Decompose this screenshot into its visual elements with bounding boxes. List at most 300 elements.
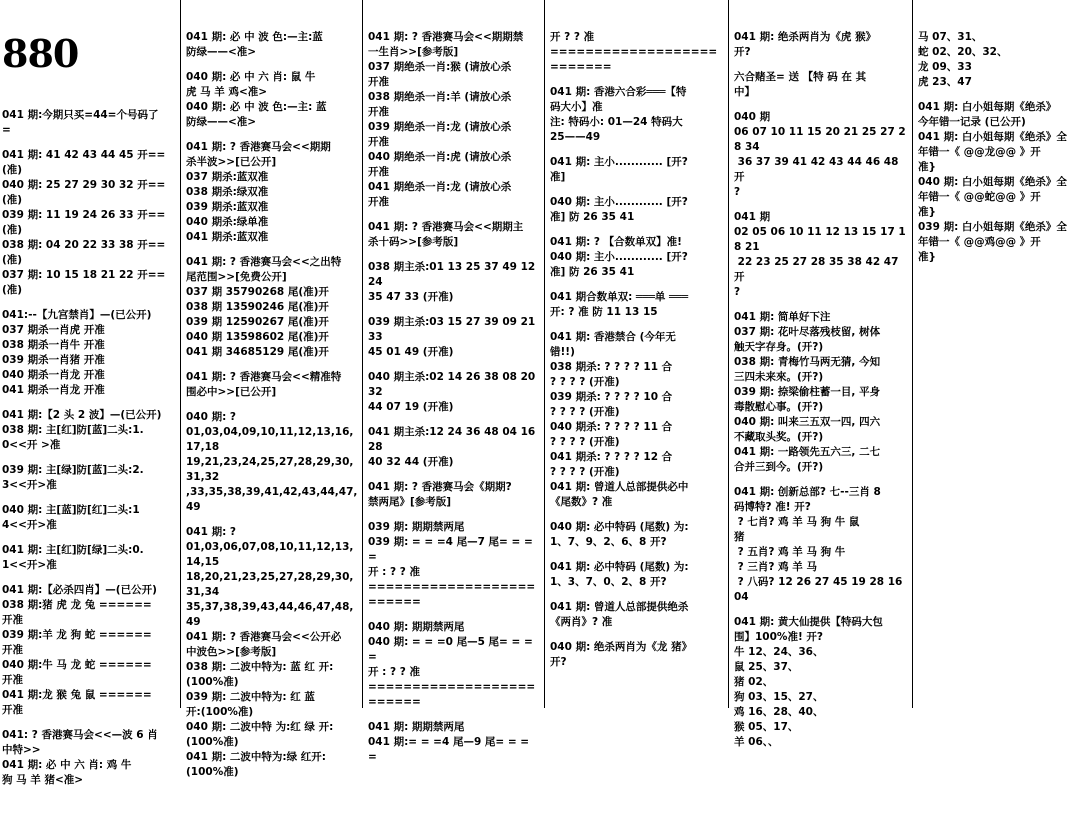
block-gap bbox=[2, 533, 174, 543]
text-line: 041 期: 二波中特为:绿 红开: bbox=[186, 751, 326, 763]
text-line: 准} bbox=[918, 251, 936, 263]
text-line: 038 期: 04 20 22 33 38 开==(准) bbox=[2, 239, 166, 266]
text-line: 041 期: 期期禁两尾 bbox=[368, 721, 465, 733]
text-line: 040 期: 主[蓝]防[红]二头:1 bbox=[2, 504, 140, 516]
text-line: 041 期: 绝杀两肖为《虎 猴》 bbox=[734, 31, 877, 43]
text-line: 038 期绝杀一肖:羊 (请放心杀 bbox=[368, 91, 512, 103]
block-gap bbox=[368, 710, 540, 720]
text-line: 037 期杀:蓝双准 bbox=[186, 171, 269, 183]
column-6-body bbox=[918, 30, 1078, 265]
text-block bbox=[734, 210, 906, 300]
text-line: 开准 bbox=[368, 106, 389, 118]
column-2-body bbox=[186, 30, 358, 780]
text-line: 039 期: 11 19 24 26 33 开==(准) bbox=[2, 209, 166, 236]
text-line: ========================== bbox=[550, 46, 718, 73]
text-block bbox=[550, 560, 722, 590]
text-line: 040 期: ? bbox=[186, 411, 237, 423]
text-block bbox=[368, 480, 540, 510]
block-gap bbox=[550, 550, 722, 560]
text-line: 中】 bbox=[734, 86, 755, 98]
text-line: 一生肖>>[参考版] bbox=[368, 46, 459, 58]
block-gap bbox=[734, 100, 906, 110]
block-gap bbox=[550, 75, 722, 85]
text-line: 038 期:猪 虎 龙 兔 ====== bbox=[2, 599, 152, 611]
text-line: 037 期: 花叶尽落残枝留, 树体 bbox=[734, 326, 881, 338]
text-line: 040 期: 白小姐每期《绝杀》全 bbox=[918, 176, 1067, 188]
text-line: 039 期:羊 龙 狗 蛇 ====== bbox=[2, 629, 152, 641]
text-line: 码大小】准 bbox=[550, 101, 603, 113]
text-line: (100%准) bbox=[186, 736, 239, 748]
text-line: 041 期: ? bbox=[186, 526, 237, 538]
text-line: 041 期:= = =4 尾—9 尾= = = = bbox=[368, 736, 533, 763]
text-line: 龙 09、33 bbox=[918, 61, 972, 73]
text-line: 040 期: 主小............ [开? bbox=[550, 251, 688, 263]
text-line: 040 期 13598602 尾(准)开 bbox=[186, 331, 329, 343]
block-gap bbox=[368, 360, 540, 370]
text-line: 039 期: 捺梁偷柱蓄一目, 平身 bbox=[734, 386, 881, 398]
text-line: 041 期: 创新总部? 七--三肖 8 bbox=[734, 486, 881, 498]
block-gap bbox=[550, 225, 722, 235]
text-line: 40 32 44 (开准) bbox=[368, 456, 454, 468]
text-line: 码博特? 准! 开? bbox=[734, 501, 811, 513]
text-block bbox=[2, 308, 174, 398]
text-block bbox=[186, 525, 358, 780]
text-line: ? bbox=[734, 186, 741, 198]
text-line: 开? bbox=[734, 46, 751, 58]
text-line: 038 期主杀:01 13 25 37 49 12 24 bbox=[368, 261, 539, 288]
text-line: 中特>> bbox=[2, 744, 41, 756]
text-line: 19,21,23,24,25,27,28,29,30,31,32 bbox=[186, 456, 354, 483]
text-line: 040 期: 必中特码 (尾数) 为: bbox=[550, 521, 689, 533]
text-line: 041 期: 香港六合彩═══【特 bbox=[550, 86, 687, 98]
text-block bbox=[186, 30, 358, 60]
text-line: 041 期: 香港禁合 (今年无 bbox=[550, 331, 676, 343]
text-line: 开准 bbox=[368, 166, 389, 178]
text-line: 041 期:龙 猴 兔 鼠 ====== bbox=[2, 689, 152, 701]
text-line: 年错一《 @@蛇@@ 》开 bbox=[918, 191, 1041, 203]
text-line: 041: ? 香港赛马会<<—波 6 肖 bbox=[2, 729, 158, 741]
text-line: ,33,35,38,39,41,42,43,44,47,49 bbox=[186, 486, 358, 513]
text-line: 040 期: = = =0 尾—5 尾= = = = bbox=[368, 636, 537, 663]
text-block bbox=[368, 315, 540, 360]
text-line: 039 期: 白小姐每期《绝杀》全 bbox=[918, 221, 1067, 233]
block-gap bbox=[550, 185, 722, 195]
text-line: 039 期: = = =4 尾—7 尾= = = = bbox=[368, 536, 537, 563]
text-line: ? ? ? ? (开准) bbox=[550, 376, 620, 388]
block-gap bbox=[368, 305, 540, 315]
block-gap bbox=[368, 210, 540, 220]
text-line: 开准 bbox=[2, 644, 23, 656]
text-line: = bbox=[2, 124, 11, 136]
block-gap bbox=[2, 398, 174, 408]
text-block bbox=[368, 370, 540, 415]
column-divider bbox=[362, 0, 363, 708]
text-line: 狗 03、15、27、 bbox=[734, 691, 824, 703]
text-line: 不藏取头奖。(开?) bbox=[734, 431, 824, 443]
text-line: 038 期: 二波中特为: 蓝 红 开: bbox=[186, 661, 334, 673]
text-line: 开准 bbox=[2, 614, 23, 626]
text-line: 猪 02、 bbox=[734, 676, 774, 688]
text-block bbox=[2, 408, 174, 453]
text-line: 准} bbox=[918, 206, 936, 218]
column-divider bbox=[912, 0, 913, 708]
text-block bbox=[550, 520, 722, 550]
text-block bbox=[2, 503, 174, 533]
text-line: 037 期杀一肖虎 开准 bbox=[2, 324, 105, 336]
block-gap bbox=[368, 610, 540, 620]
text-line: 04 bbox=[734, 591, 749, 603]
text-block bbox=[550, 640, 722, 670]
text-line: 041 期合数单双: ═══单 ═══ bbox=[550, 291, 689, 303]
text-line: 041 期主杀:12 24 36 48 04 16 28 bbox=[368, 426, 539, 453]
column-1-body bbox=[2, 108, 174, 788]
text-line: 041 期:【2 头 2 波】—(已公开) bbox=[2, 409, 162, 421]
text-line: 039 期: 二波中特为: 红 蓝 bbox=[186, 691, 315, 703]
text-line: 开 ? ? 准 bbox=[550, 31, 595, 43]
text-line: 开准 bbox=[2, 674, 23, 686]
text-block bbox=[186, 255, 358, 360]
block-gap bbox=[550, 630, 722, 640]
text-line: 040 期: 必 中 波 色:—主: 蓝 bbox=[186, 101, 327, 113]
text-line: 040 期杀一肖龙 开准 bbox=[2, 369, 105, 381]
text-line: 041 期: 简单好下注 bbox=[734, 311, 831, 323]
block-gap bbox=[2, 573, 174, 583]
text-line: 041 期: ? 香港赛马会<<期期 bbox=[186, 141, 331, 153]
text-line: 《两肖》? 准 bbox=[550, 616, 613, 628]
text-block bbox=[734, 485, 906, 605]
column-4 bbox=[550, 0, 722, 708]
text-line: 041 期: 白小姐每期《绝杀》全 bbox=[918, 131, 1067, 143]
text-line: 041 期: 必 中 六 肖: 鸡 牛 bbox=[2, 759, 132, 771]
text-line: 触天字存身。(开?) bbox=[734, 341, 824, 353]
text-line: 36 37 39 41 42 43 44 46 48 开 bbox=[734, 156, 903, 183]
text-block bbox=[368, 520, 540, 610]
text-line: 蛇 02、20、32、 bbox=[918, 46, 1008, 58]
text-line: 039 期: 期期禁两尾 bbox=[368, 521, 465, 533]
text-line: 围必中>>[已公开] bbox=[186, 386, 277, 398]
text-line: 041 期: ? 香港赛马会<<期期主 bbox=[368, 221, 524, 233]
text-line: 037 期 35790268 尾(准)开 bbox=[186, 286, 329, 298]
text-line: 041 期: 主[红]防[绿]二头:0. bbox=[2, 544, 144, 556]
text-line: 马 07、31、 bbox=[918, 31, 983, 43]
text-line: 041 期: 主小............ [开? bbox=[550, 156, 688, 168]
text-line: 040 期杀: ? ? ? ? 11 合 bbox=[550, 421, 673, 433]
text-line: 4<<开>准 bbox=[2, 519, 57, 531]
text-block bbox=[734, 110, 906, 200]
text-line: ? bbox=[734, 286, 741, 298]
text-line: ? ? ? ? (开准) bbox=[550, 406, 620, 418]
text-line: 041 期杀:蓝双准 bbox=[186, 231, 269, 243]
text-line: 错!!) bbox=[550, 346, 575, 358]
text-line: 038 期 13590246 尾(准)开 bbox=[186, 301, 329, 313]
text-line: 039 期主杀:03 15 27 39 09 21 33 bbox=[368, 316, 539, 343]
text-line: 040 期: 必 中 六 肖: 鼠 牛 bbox=[186, 71, 316, 83]
text-line: 041 期: 必 中 波 色:—主:蓝 bbox=[186, 31, 323, 43]
text-line: 3<<开>准 bbox=[2, 479, 57, 491]
text-line: 猴 05、17、 bbox=[734, 721, 799, 733]
text-line: 040 期: 期期禁两尾 bbox=[368, 621, 465, 633]
text-block bbox=[186, 70, 358, 130]
column-5 bbox=[734, 0, 906, 748]
text-block bbox=[368, 260, 540, 305]
text-line: 羊 06、、 bbox=[734, 736, 779, 748]
text-line: 杀十码>>[参考版] bbox=[368, 236, 459, 248]
text-line: ========================= bbox=[368, 681, 536, 708]
text-line: 038 期杀: ? ? ? ? 11 合 bbox=[550, 361, 673, 373]
text-line: 年错一《 @@鸡@@ 》开 bbox=[918, 236, 1041, 248]
text-line: 开 : ? ? 准 bbox=[368, 666, 421, 678]
text-line: ========================= bbox=[368, 581, 536, 608]
text-line: 040 期绝杀一肖:虎 (请放心杀 bbox=[368, 151, 512, 163]
text-line: 35,37,38,39,43,44,46,47,48,49 bbox=[186, 601, 354, 628]
text-line: 22 23 25 27 28 35 38 42 47 开 bbox=[734, 256, 903, 283]
text-line: 041 期: 必中特码 (尾数) 为: bbox=[550, 561, 689, 573]
text-line: 0<<开 >准 bbox=[2, 439, 61, 451]
text-line: 041 期 34685129 尾(准)开 bbox=[186, 346, 329, 358]
text-line: 041 期: ? 【合数单双】准! bbox=[550, 236, 682, 248]
text-line: ? 八码? 12 26 27 45 19 28 16 bbox=[734, 576, 903, 588]
text-line: 041 期:今期只买=44=个号码了 bbox=[2, 109, 159, 121]
block-gap bbox=[186, 130, 358, 140]
text-line: 040 期: 二波中特 为:红 绿 开: bbox=[186, 721, 334, 733]
block-gap bbox=[734, 200, 906, 210]
block-gap bbox=[368, 250, 540, 260]
text-line: 039 期杀:蓝双准 bbox=[186, 201, 269, 213]
text-block bbox=[368, 220, 540, 250]
text-block bbox=[368, 720, 540, 765]
text-line: 041 期: ? 香港赛马会<<之出特 bbox=[186, 256, 342, 268]
text-line: 45 01 49 (开准) bbox=[368, 346, 454, 358]
text-block bbox=[550, 155, 722, 185]
text-line: 开:(100%准) bbox=[186, 706, 254, 718]
text-line: 040 期:牛 马 龙 蛇 ====== bbox=[2, 659, 152, 671]
text-line: 中波色>>[参考版] bbox=[186, 646, 277, 658]
text-line: 开? bbox=[550, 656, 567, 668]
text-line: 18,20,21,23,25,27,28,29,30,31,34 bbox=[186, 571, 354, 598]
text-line: 041 期: 曾道人总部提供绝杀 bbox=[550, 601, 689, 613]
text-line: 准] bbox=[550, 171, 566, 183]
text-line: 年错一《 @@龙@@ 》开 bbox=[918, 146, 1041, 158]
block-gap bbox=[2, 453, 174, 463]
block-gap bbox=[186, 360, 358, 370]
text-line: 02 05 06 10 11 12 13 15 17 18 21 bbox=[734, 226, 906, 253]
text-line: 开准 bbox=[368, 76, 389, 88]
block-gap bbox=[550, 145, 722, 155]
text-line: 038 期: 青梅竹马两无猜, 今知 bbox=[734, 356, 881, 368]
text-line: 039 期杀一肖猪 开准 bbox=[2, 354, 105, 366]
block-gap bbox=[186, 60, 358, 70]
text-line: 狗 马 羊 猪<准> bbox=[2, 774, 84, 786]
column-1 bbox=[2, 0, 174, 786]
text-line: 1<<开>准 bbox=[2, 559, 57, 571]
block-gap bbox=[918, 90, 1078, 100]
text-block bbox=[550, 30, 722, 75]
text-line: 038 期杀:绿双准 bbox=[186, 186, 269, 198]
text-line: 041 期绝杀一肖:龙 (请放心杀 bbox=[368, 181, 512, 193]
text-line: 039 期杀: ? ? ? ? 10 合 bbox=[550, 391, 673, 403]
block-gap bbox=[734, 300, 906, 310]
text-block bbox=[734, 615, 906, 750]
text-line: 037 期绝杀一肖:猴 (请放心杀 bbox=[368, 61, 512, 73]
text-line: 注: 特码小: 01—24 特码大 bbox=[550, 116, 683, 128]
text-line: 虎 马 羊 鸡<准> bbox=[186, 86, 268, 98]
text-block bbox=[2, 148, 174, 298]
text-line: 041 期 bbox=[734, 211, 771, 223]
text-block bbox=[2, 108, 174, 138]
text-line: 06 07 10 11 15 20 21 25 27 28 34 bbox=[734, 126, 906, 153]
text-line: 开准 bbox=[368, 196, 389, 208]
text-block bbox=[368, 425, 540, 470]
block-gap bbox=[734, 605, 906, 615]
text-line: 040 期杀:绿单准 bbox=[186, 216, 269, 228]
text-line: 三四未来來。(开?) bbox=[734, 371, 824, 383]
block-gap bbox=[2, 298, 174, 308]
text-line: 猪 bbox=[734, 531, 745, 543]
text-line: 040 期主杀:02 14 26 38 08 20 32 bbox=[368, 371, 539, 398]
text-line: 041 期: ? 香港赛马会<<期期禁 bbox=[368, 31, 524, 43]
block-gap bbox=[734, 60, 906, 70]
text-line: 041 期: ? 香港赛马会<<公开必 bbox=[186, 631, 342, 643]
text-line: ? 三肖? 鸡 羊 马 bbox=[734, 561, 817, 573]
text-line: 25——49 bbox=[550, 131, 601, 143]
block-gap bbox=[550, 510, 722, 520]
text-block bbox=[2, 728, 174, 788]
text-line: 杀半波>>[已公开] bbox=[186, 156, 277, 168]
text-line: 039 期: 主[绿]防[蓝]二头:2. bbox=[2, 464, 144, 476]
block-gap bbox=[550, 320, 722, 330]
text-line: 041 期杀: ? ? ? ? 12 合 bbox=[550, 451, 673, 463]
text-line: 01,03,04,09,10,11,12,13,16,17,18 bbox=[186, 426, 354, 453]
column-2 bbox=[186, 0, 358, 778]
block-gap bbox=[550, 280, 722, 290]
text-line: 040 期: 25 27 29 30 32 开==(准) bbox=[2, 179, 166, 206]
column-divider bbox=[180, 0, 181, 708]
text-line: 041 期: 白小姐每期《绝杀》 bbox=[918, 101, 1057, 113]
text-block bbox=[2, 583, 174, 718]
text-line: 开准 bbox=[368, 136, 389, 148]
block-gap bbox=[186, 515, 358, 525]
text-line: 合并三到今。(开?) bbox=[734, 461, 824, 473]
text-line: ? 七肖? 鸡 羊 马 狗 牛 鼠 bbox=[734, 516, 860, 528]
text-block bbox=[2, 543, 174, 573]
text-line: ? 五肖? 鸡 羊 马 狗 牛 bbox=[734, 546, 846, 558]
text-line: 防绿——<准> bbox=[186, 116, 257, 128]
text-line: 35 47 33 (开准) bbox=[368, 291, 454, 303]
text-line: 01,03,06,07,08,10,11,12,13,14,15 bbox=[186, 541, 354, 568]
text-line: 039 期 12590267 尾(准)开 bbox=[186, 316, 329, 328]
text-line: 开: ? 准 防 11 13 15 bbox=[550, 306, 658, 318]
text-line: 1、7、9、2、6、8 开? bbox=[550, 536, 667, 548]
block-gap bbox=[2, 138, 174, 148]
text-block bbox=[550, 195, 722, 225]
text-block bbox=[550, 235, 722, 280]
text-block bbox=[368, 620, 540, 710]
text-block bbox=[186, 370, 358, 400]
text-line: 041 期: 一路领先五六三, 二七 bbox=[734, 446, 881, 458]
text-line: 准} bbox=[918, 161, 936, 173]
column-divider bbox=[728, 0, 729, 708]
block-gap bbox=[186, 400, 358, 410]
text-line: ? ? ? ? (开准) bbox=[550, 436, 620, 448]
text-line: 041 期: 41 42 43 44 45 开==(准) bbox=[2, 149, 166, 176]
text-line: 041:--【九宫禁肖】—(已公开) bbox=[2, 309, 152, 321]
block-gap bbox=[368, 415, 540, 425]
text-line: 开准 bbox=[2, 704, 23, 716]
text-block bbox=[734, 310, 906, 475]
text-line: 041 期: 黄大仙提供【特码大包 bbox=[734, 616, 883, 628]
text-line: 开 : ? ? 准 bbox=[368, 566, 421, 578]
text-line: 牛 12、24、36、 bbox=[734, 646, 824, 658]
column-6 bbox=[918, 0, 1078, 708]
text-block bbox=[550, 290, 722, 320]
text-line: 今年错一记录 (已公开) bbox=[918, 116, 1026, 128]
text-block bbox=[918, 30, 1078, 90]
text-line: (100%准) bbox=[186, 676, 239, 688]
text-line: 040 期 bbox=[734, 111, 771, 123]
column-3-body bbox=[368, 30, 540, 765]
text-line: 041 期杀一肖龙 开准 bbox=[2, 384, 105, 396]
text-line: (100%准) bbox=[186, 766, 239, 778]
column-divider bbox=[544, 0, 545, 708]
text-block bbox=[2, 463, 174, 493]
text-line: 尾范围>>[免费公开] bbox=[186, 271, 287, 283]
text-line: 037 期: 10 15 18 21 22 开==(准) bbox=[2, 269, 166, 296]
text-line: 准] 防 26 35 41 bbox=[550, 266, 635, 278]
text-line: 040 期: 叫来三五双一四, 四六 bbox=[734, 416, 881, 428]
text-line: 040 期: 绝杀两肖为《龙 猪》 bbox=[550, 641, 693, 653]
column-5-body bbox=[734, 30, 906, 750]
text-line: 毒散慰心事。(开?) bbox=[734, 401, 824, 413]
text-line: 44 07 19 (开准) bbox=[368, 401, 454, 413]
text-block bbox=[734, 70, 906, 100]
text-line: 041 期: ? 香港赛马会<<精准特 bbox=[186, 371, 342, 383]
text-line: 038 期: 主[红]防[蓝]二头:1. bbox=[2, 424, 144, 436]
text-line: 041 期: ? 香港赛马会《期期? bbox=[368, 481, 512, 493]
block-gap bbox=[186, 245, 358, 255]
column-3 bbox=[368, 0, 540, 763]
text-block bbox=[186, 410, 358, 515]
text-line: 围】100%准! 开? bbox=[734, 631, 823, 643]
text-line: 039 期绝杀一肖:龙 (请放心杀 bbox=[368, 121, 512, 133]
block-gap bbox=[734, 475, 906, 485]
text-block bbox=[186, 140, 358, 245]
text-line: 041 期:【必杀四肖】—(已公开) bbox=[2, 584, 157, 596]
text-block bbox=[550, 85, 722, 145]
text-line: 防绿——<准> bbox=[186, 46, 257, 58]
text-line: 040 期: 主小............ [开? bbox=[550, 196, 688, 208]
text-line: 六合赌圣= 送 【特 码 在 其 bbox=[734, 71, 867, 83]
text-line: ? ? ? ? (开准) bbox=[550, 466, 620, 478]
text-line: 038 期杀一肖牛 开准 bbox=[2, 339, 105, 351]
text-block bbox=[918, 100, 1078, 265]
text-line: 1、3、7、0、2、8 开? bbox=[550, 576, 667, 588]
text-line: 041 期: 曾道人总部提供必中 bbox=[550, 481, 689, 493]
column-4-body bbox=[550, 30, 722, 670]
text-line: 《尾数》? 准 bbox=[550, 496, 613, 508]
text-block bbox=[734, 30, 906, 60]
block-gap bbox=[2, 718, 174, 728]
text-line: 准] 防 26 35 41 bbox=[550, 211, 635, 223]
text-line: 虎 23、47 bbox=[918, 76, 972, 88]
text-block bbox=[550, 600, 722, 630]
block-gap bbox=[2, 493, 174, 503]
text-line: 鼠 25、37、 bbox=[734, 661, 799, 673]
block-gap bbox=[550, 590, 722, 600]
text-line: 鸡 16、28、40、 bbox=[734, 706, 824, 718]
logo-880: 880 bbox=[2, 31, 79, 76]
text-block bbox=[550, 330, 722, 510]
text-block bbox=[368, 30, 540, 210]
